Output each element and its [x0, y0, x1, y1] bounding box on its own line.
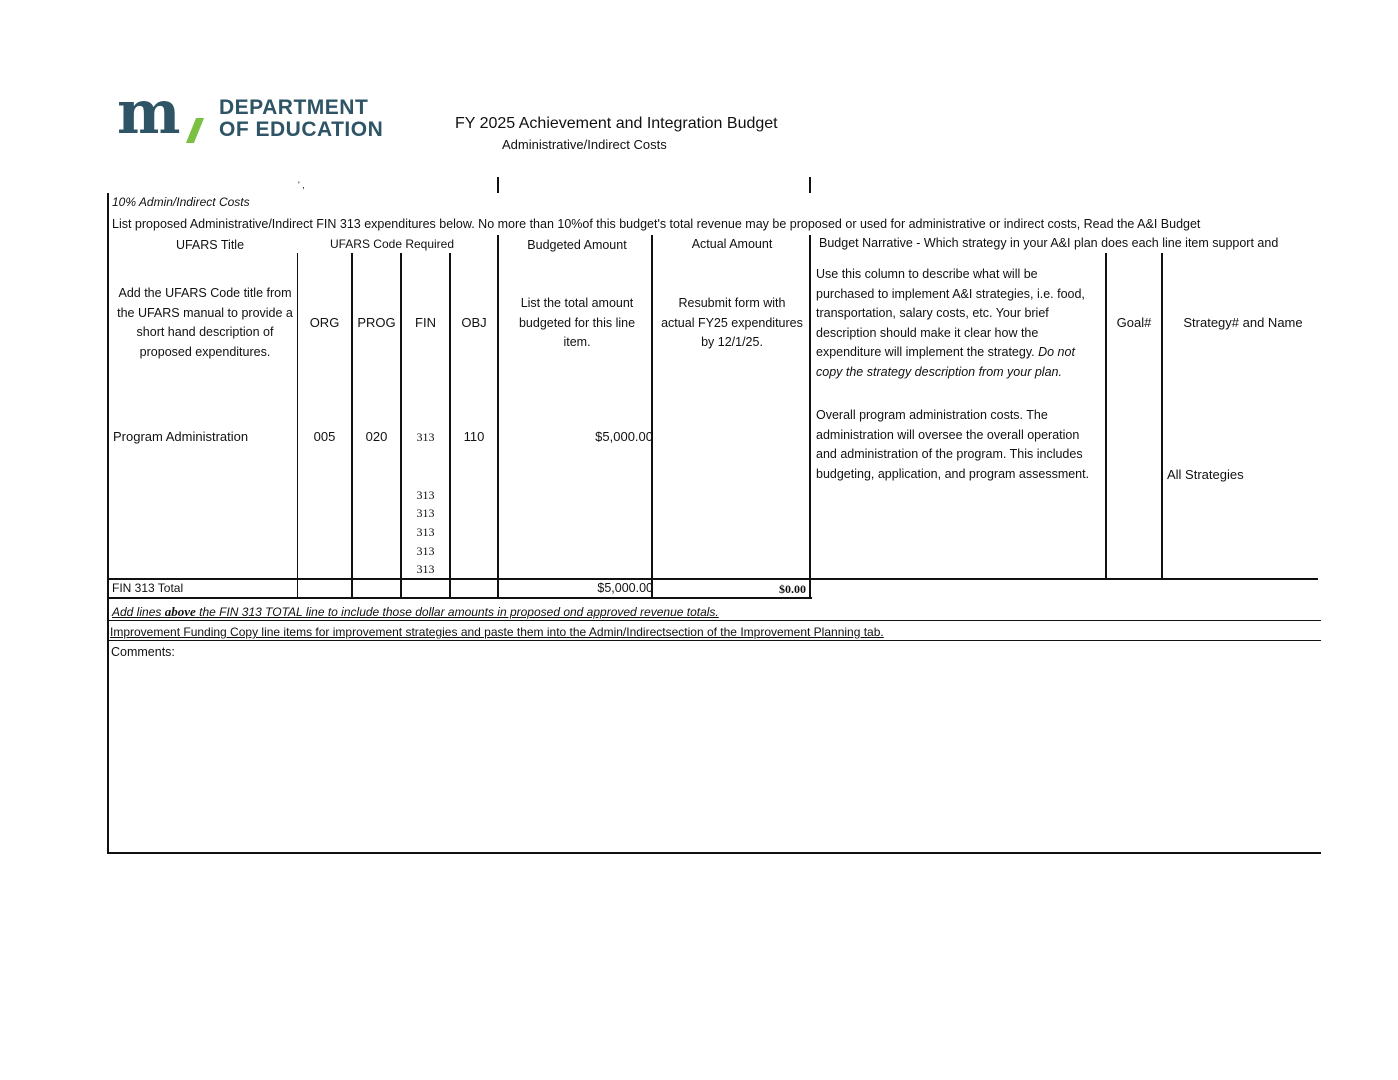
col-header-fin: FIN: [415, 315, 436, 330]
col-header-goal: Goal#: [1116, 315, 1152, 330]
row-prog: 020: [365, 429, 388, 444]
col-header-obj: OBJ: [461, 315, 487, 330]
col-header-ufars-title: UFARS Title: [175, 238, 245, 252]
col-divider: [497, 235, 499, 599]
row-org: 005: [313, 429, 336, 444]
narrative-description: Use this column to describe what will be purchased to implement A&I strategies, i.e. food, transportation, salary costs, etc. Your brief description should make it clear how the expenditure will implement the strategy. Do not copy the strategy description from your plan.: [816, 267, 1085, 379]
total-actual: $0.00: [779, 582, 806, 596]
col-divider: [449, 253, 451, 599]
extra-fin-value: 313: [416, 488, 435, 502]
col-header-prog: PROG: [357, 315, 396, 330]
extra-fin-value: 313: [416, 525, 435, 539]
actual-description: Resubmit form with actual FY25 expenditures by 12/1/25.: [661, 296, 803, 349]
total-budgeted: $5,000.00: [597, 581, 653, 595]
tick-line: [497, 177, 499, 193]
improvement-top-line: [107, 620, 1321, 621]
col-header-actual: Actual Amount: [691, 237, 773, 251]
logo-slash-icon: [186, 118, 204, 143]
add-lines-note: Add lines above the FIN 313 TOTAL line to include those dollar amounts in proposed ond approved revenue totals.: [112, 604, 719, 619]
logo-text-department: DEPARTMENT: [219, 96, 369, 119]
comments-label: Comments:: [111, 645, 175, 659]
total-label: FIN 313 Total: [112, 581, 184, 595]
extra-fin-value: 313: [416, 506, 435, 520]
page-subtitle: Administrative/Indirect Costs: [502, 137, 667, 152]
col-divider: [351, 253, 353, 599]
comments-top-line: [107, 640, 1321, 641]
row-narrative: Overall program administration costs. The administration will oversee the overall operation and administration of the program. This includes budgeting, application, and program assessment.: [816, 408, 1090, 481]
section-label: 10% Admin/Indirect Costs: [112, 195, 250, 209]
page-title: FY 2025 Achievement and Integration Budget: [455, 115, 778, 132]
tick-line: [809, 177, 811, 193]
row-strategy: All Strategies: [1167, 467, 1244, 482]
col-header-narrative: Budget Narrative - Which strategy in your A&I plan does each line item support and: [819, 236, 1279, 250]
col-header-ufars-code: UFARS Code Required: [329, 237, 455, 251]
extra-fin-value: 313: [416, 544, 435, 558]
section-instruction: List proposed Administrative/Indirect FIN 313 expenditures below. No more than 10%of this budget's total revenue may be proposed or used for administrative or indirect costs, Read the A&I Budget: [112, 217, 1201, 231]
mde-logo-mark: m: [117, 78, 179, 148]
row-fin: 313: [416, 430, 435, 444]
row-budgeted: $5,000.00: [595, 429, 653, 444]
improvement-note: Improvement Funding Copy line items for improvement strategies and paste them into the Admin/Indirectsection of the Improvement Planning tab.: [110, 625, 884, 639]
col-header-strategy: Strategy# and Name: [1183, 315, 1303, 330]
budgeted-description: List the total amount budgeted for this line item.: [518, 296, 636, 349]
row-obj: 110: [463, 429, 485, 444]
row-ufars-title: Program Administration: [113, 429, 249, 444]
total-top-line: [107, 578, 1318, 580]
col-header-budgeted: Budgeted Amount: [527, 238, 627, 252]
logo-text-education: OF EDUCATION: [219, 118, 384, 141]
ufars-title-description: Add the UFARS Code title from the UFARS manual to provide a short hand description of proposed expenditures.: [117, 286, 293, 359]
total-bottom-line: [107, 597, 812, 599]
col-divider: [1161, 253, 1163, 580]
col-header-org: ORG: [309, 315, 340, 330]
comments-bottom-line: [107, 852, 1321, 854]
extra-fin-value: 313: [416, 562, 435, 576]
left-border: [107, 193, 109, 854]
col-divider: [651, 235, 653, 599]
col-divider: [809, 235, 811, 599]
stray-mark: ' ,: [298, 180, 305, 190]
col-divider: [1105, 253, 1107, 580]
